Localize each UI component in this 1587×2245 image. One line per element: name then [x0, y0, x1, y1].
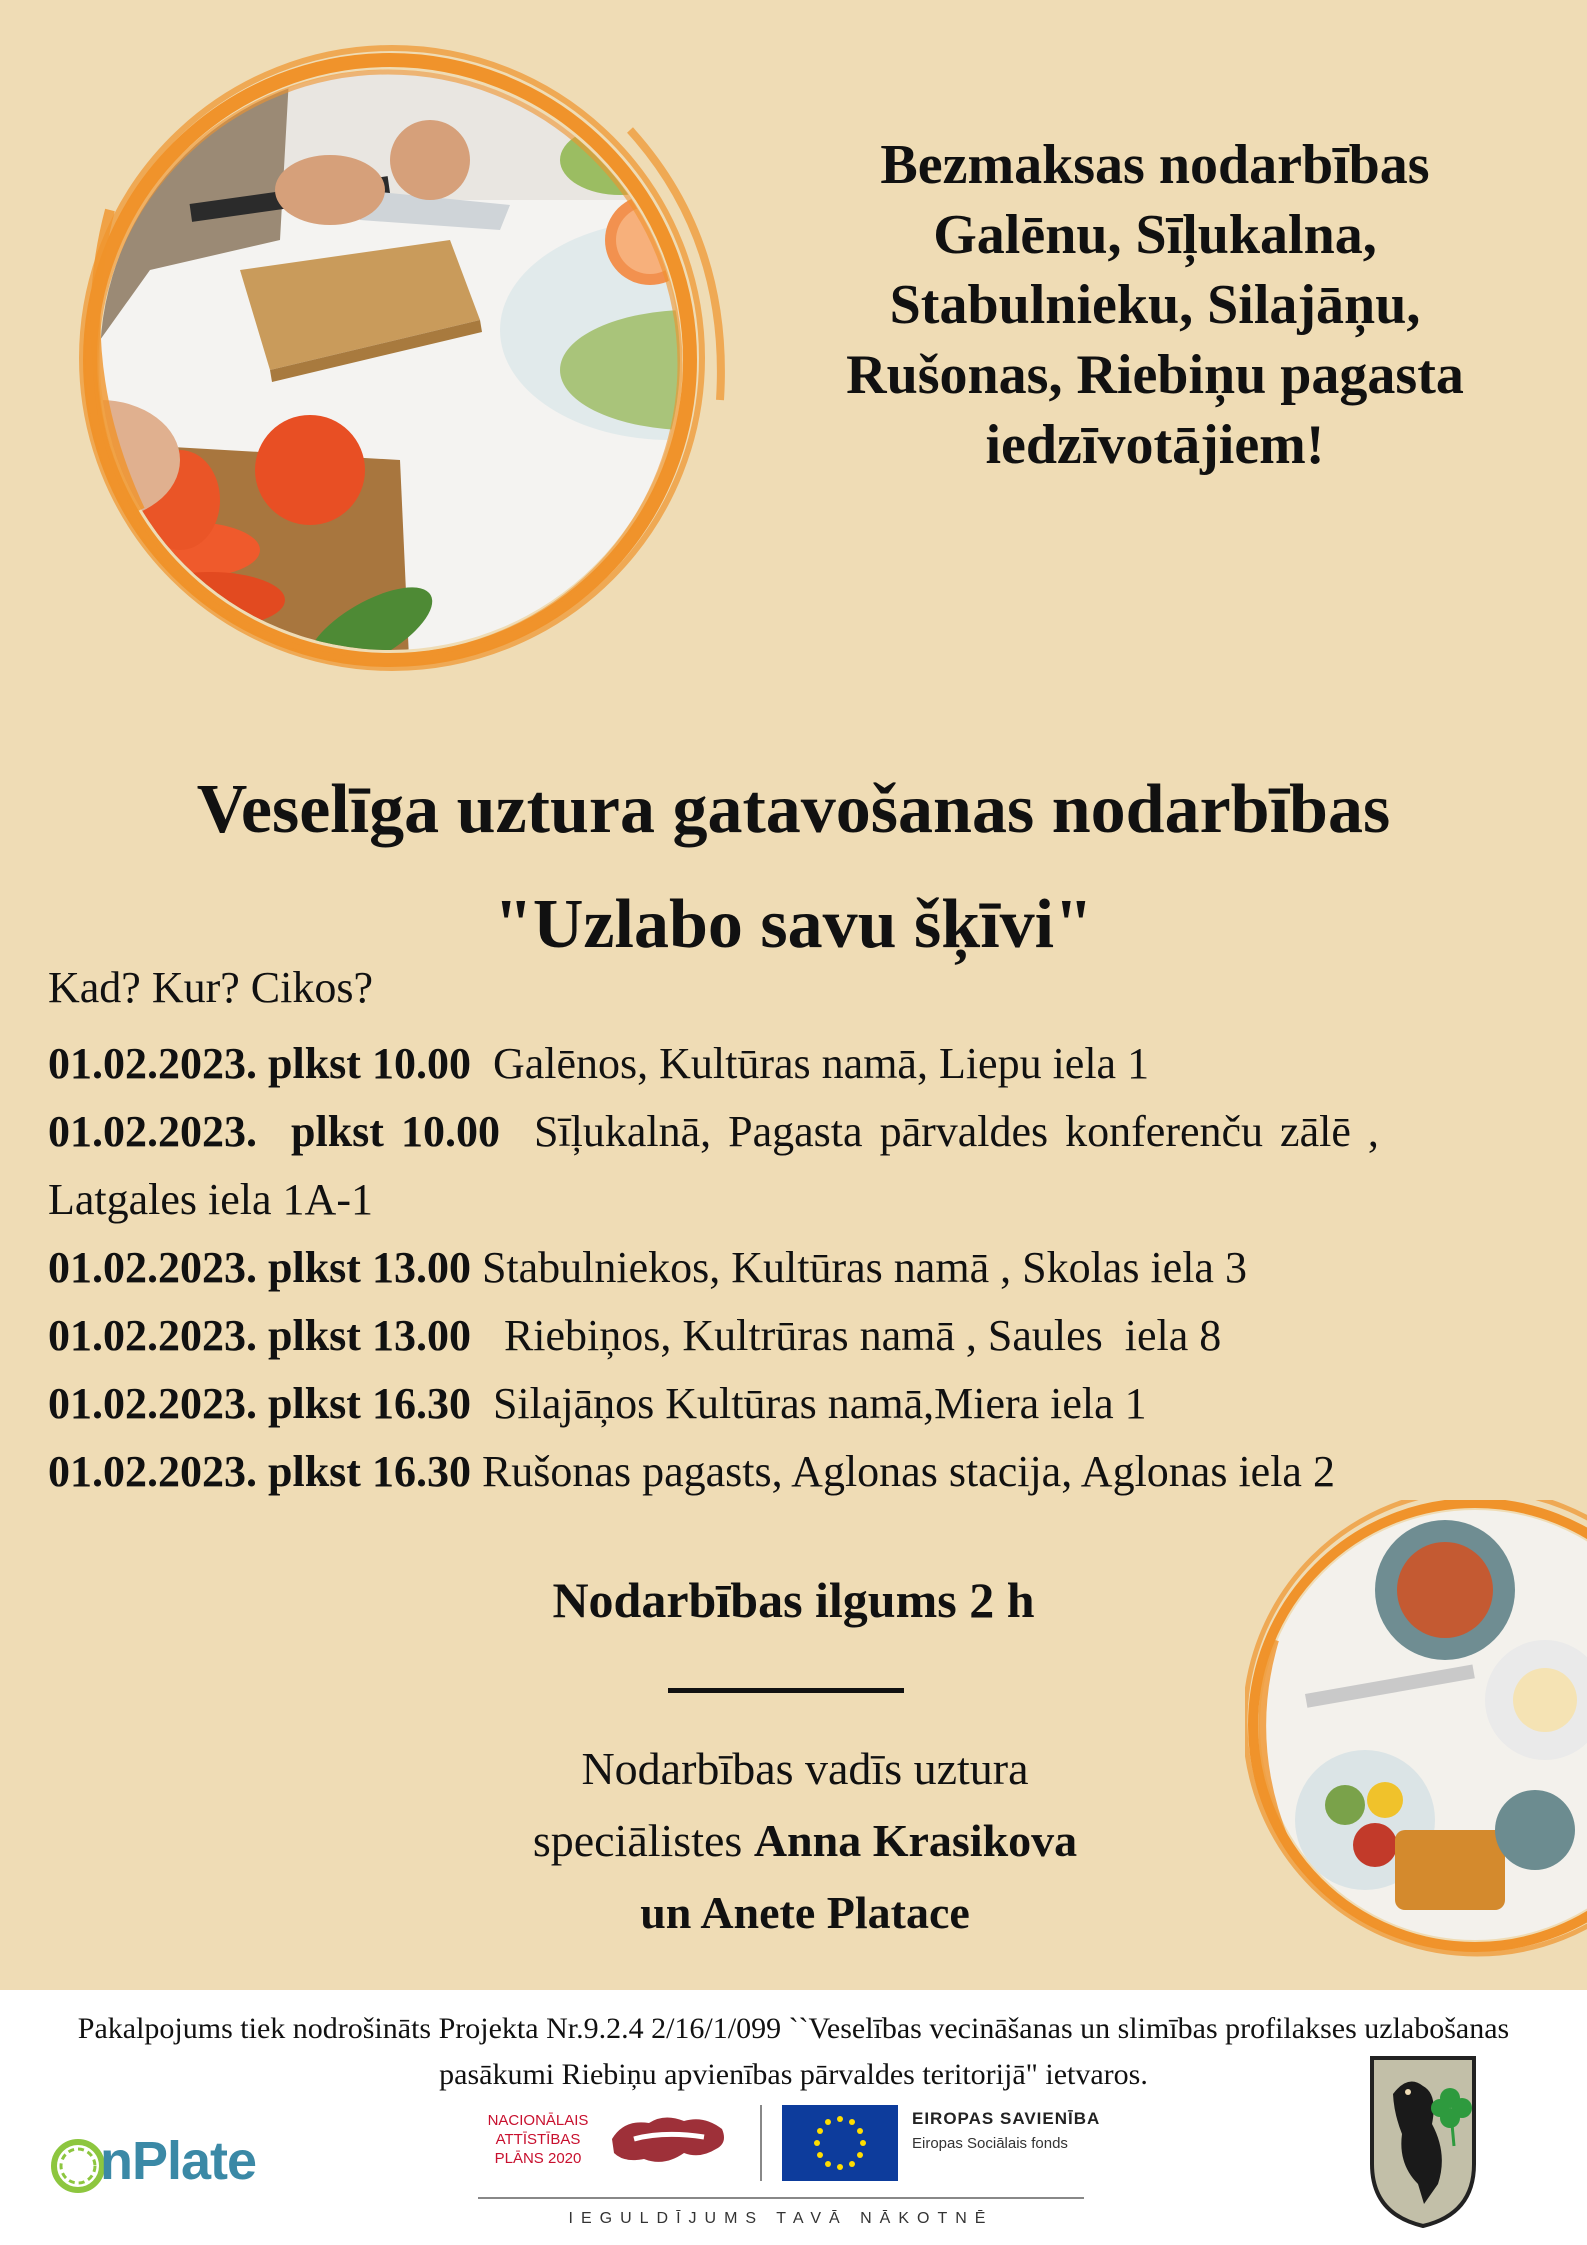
page-subtitle: "Uzlabo savu šķīvi" [494, 886, 1093, 963]
eu-logo [782, 2105, 1102, 2185]
nap-logo [478, 2105, 768, 2185]
crest-raven-clover-icon [1368, 2054, 1478, 2230]
eu-title: EIROPAS SAVIENĪBA [912, 2109, 1101, 2128]
logo-separator [760, 2105, 762, 2181]
leaders-prefix: speciālistes [532, 1815, 754, 1866]
intro-text [760, 130, 1550, 480]
schedule-row [48, 1030, 1548, 1098]
eu-flag-icon [782, 2105, 898, 2181]
intro-line: Rušonas, Riebiņu pagasta [846, 344, 1464, 406]
cooking-photo [30, 40, 760, 680]
schedule-where: Galēnos, Kultūras namā, Liepu iela 1 [470, 1039, 1150, 1088]
intro-line: iedzīvotājiem! [985, 414, 1325, 476]
schedule-where: Stabulniekos, Kultūras namā , Skolas iela 3 [470, 1243, 1247, 1292]
schedule [48, 958, 1548, 1506]
leader-name: Anna Krasikova [753, 1815, 1078, 1866]
schedule-row-continuation: Latgales iela 1A-1 [48, 1175, 373, 1224]
schedule-when: 01.02.2023. plkst 10.00 [48, 1107, 500, 1156]
food-table-photo [1245, 1500, 1587, 1970]
leaders-line [400, 1805, 1210, 1877]
nap-line: ATTĪSTĪBAS [495, 2131, 581, 2148]
schedule-row [48, 1302, 1548, 1370]
footer-note: Pakalpojums tiek nodrošināts Projekta Nr.9.2.4 2/16/1/099 ``Veselības vecināšanas un slimības profilakses uzlabošanas pasākumi Riebiņu apvienības pārvaldes teritorijā" ietvaros. [77, 2012, 1510, 2091]
schedule-row [48, 1234, 1548, 1302]
onplate-ring-icon [48, 2130, 108, 2200]
schedule-where: Rušonas pagasts, Aglonas stacija, Aglonas iela 2 [470, 1447, 1335, 1496]
schedule-when: 01.02.2023. plkst 13.00 [48, 1311, 471, 1360]
onplate-wordmark: nPlate [100, 2131, 257, 2191]
investment-rule [478, 2197, 1084, 2199]
schedule-row [48, 1438, 1548, 1506]
leaders-text [400, 1733, 1210, 1949]
schedule-question: Kad? Kur? Cikos? [48, 963, 374, 1012]
latvia-map-icon [604, 2109, 734, 2173]
nap-line: NACIONĀLAIS [487, 2112, 589, 2129]
intro-line: Stabulnieku, Silajāņu, [889, 274, 1421, 336]
duration-text: Nodarbības ilgums 2 h [552, 1572, 1035, 1628]
eu-subtitle: Eiropas Sociālais fonds [912, 2135, 1068, 2152]
nap-line: PLĀNS 2020 [494, 2150, 582, 2167]
schedule-row [48, 1098, 1548, 1166]
intro-line: Galēnu, Sīļukalna, [933, 204, 1377, 266]
schedule-row [48, 1370, 1548, 1438]
intro-line: Bezmaksas nodarbības [880, 134, 1430, 196]
divider [668, 1688, 904, 1693]
schedule-when: 01.02.2023. plkst 16.30 [48, 1447, 471, 1496]
page-title: Veselīga uztura gatavošanas nodarbības [196, 771, 1391, 848]
investment-tagline: IEGULDĪJUMS TAVĀ NĀKOTNĒ [568, 2210, 994, 2227]
leader-name: un Anete Platace [640, 1887, 970, 1938]
schedule-when: 01.02.2023. plkst 16.30 [48, 1379, 471, 1428]
leaders-line: Nodarbības vadīs uztura [581, 1743, 1029, 1794]
onplate-logo [48, 2130, 288, 2200]
leaders-line [400, 1877, 1210, 1949]
schedule-where: Riebiņos, Kultrūras namā , Saules iela 8 [470, 1311, 1222, 1360]
schedule-when: 01.02.2023. plkst 10.00 [48, 1039, 471, 1088]
schedule-where: Silajāņos Kultūras namā,Miera iela 1 [470, 1379, 1147, 1428]
schedule-when: 01.02.2023. plkst 13.00 [48, 1243, 471, 1292]
schedule-where: Sīļukalnā, Pagasta pārvaldes konferenču zālē , [499, 1107, 1379, 1156]
